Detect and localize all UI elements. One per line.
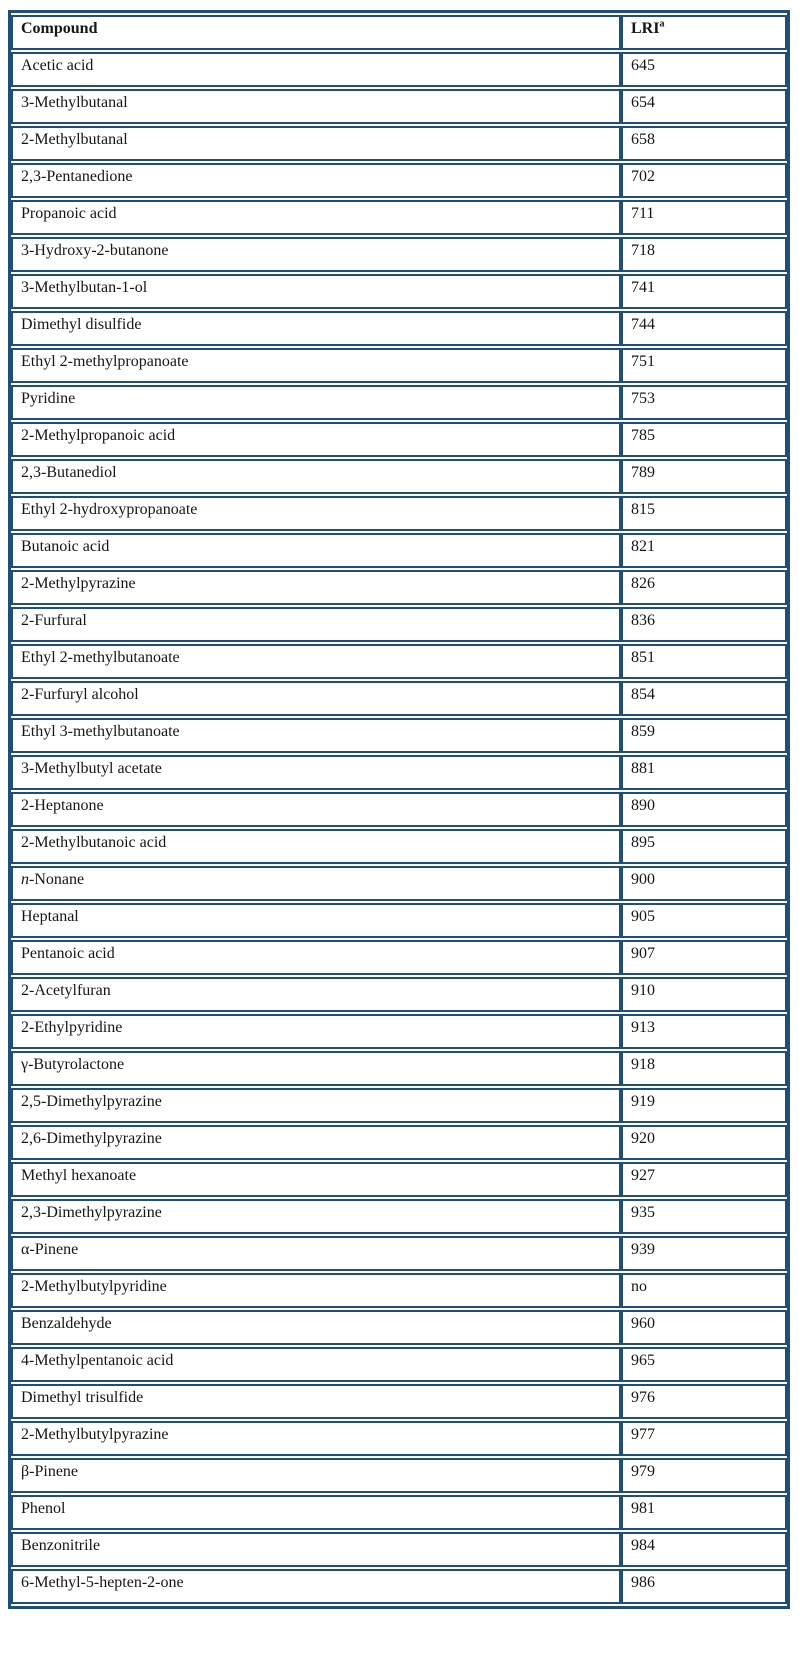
lri-cell: 859 bbox=[621, 718, 787, 753]
compound-cell: 2-Furfuryl alcohol bbox=[11, 681, 621, 716]
compound-cell: 2-Acetylfuran bbox=[11, 977, 621, 1012]
table-row bbox=[11, 200, 787, 235]
lri-cell: 744 bbox=[621, 311, 787, 346]
table-row bbox=[11, 681, 787, 716]
compound-cell: 2-Furfural bbox=[11, 607, 621, 642]
lri-cell: 939 bbox=[621, 1236, 787, 1271]
compound-cell: Dimethyl trisulfide bbox=[11, 1384, 621, 1419]
lri-cell: 965 bbox=[621, 1347, 787, 1382]
table-row bbox=[11, 1236, 787, 1271]
table-row bbox=[11, 644, 787, 679]
table-row bbox=[11, 311, 787, 346]
table-row bbox=[11, 348, 787, 383]
lri-cell: 881 bbox=[621, 755, 787, 790]
table-row bbox=[11, 163, 787, 198]
table-row bbox=[11, 533, 787, 568]
table-row bbox=[11, 1162, 787, 1197]
table-row bbox=[11, 1051, 787, 1086]
table-row bbox=[11, 52, 787, 87]
compound-cell: 3-Methylbutyl acetate bbox=[11, 755, 621, 790]
lri-cell: 821 bbox=[621, 533, 787, 568]
lri-cell: 836 bbox=[621, 607, 787, 642]
lri-cell: 900 bbox=[621, 866, 787, 901]
compound-cell: Phenol bbox=[11, 1495, 621, 1530]
lri-cell: 984 bbox=[621, 1532, 787, 1567]
compound-cell: γ-Butyrolactone bbox=[11, 1051, 621, 1086]
table-row bbox=[11, 903, 787, 938]
lri-cell: 753 bbox=[621, 385, 787, 420]
table-row bbox=[11, 940, 787, 975]
table-row bbox=[11, 496, 787, 531]
lri-cell: 718 bbox=[621, 237, 787, 272]
table-row bbox=[11, 126, 787, 161]
header-row bbox=[11, 15, 787, 50]
lri-cell: 654 bbox=[621, 89, 787, 124]
lri-cell: 977 bbox=[621, 1421, 787, 1456]
lri-header-label: LRI bbox=[631, 20, 660, 37]
compound-cell: Ethyl 3-methylbutanoate bbox=[11, 718, 621, 753]
lri-cell: 741 bbox=[621, 274, 787, 309]
table-row bbox=[11, 792, 787, 827]
compound-cell: 2,6-Dimethylpyrazine bbox=[11, 1125, 621, 1160]
compound-cell: 2-Methylpyrazine bbox=[11, 570, 621, 605]
table-row bbox=[11, 1199, 787, 1234]
compound-cell: 2-Methylbutylpyrazine bbox=[11, 1421, 621, 1456]
table-row bbox=[11, 1384, 787, 1419]
compound-cell: Ethyl 2-methylpropanoate bbox=[11, 348, 621, 383]
lri-cell: 927 bbox=[621, 1162, 787, 1197]
lri-cell: 905 bbox=[621, 903, 787, 938]
column-header-compound: Compound bbox=[11, 15, 621, 50]
table-row bbox=[11, 1014, 787, 1049]
compound-cell: Ethyl 2-methylbutanoate bbox=[11, 644, 621, 679]
lri-cell: 910 bbox=[621, 977, 787, 1012]
lri-cell: 658 bbox=[621, 126, 787, 161]
compound-cell: 2-Methylbutanoic acid bbox=[11, 829, 621, 864]
lri-cell: no bbox=[621, 1273, 787, 1308]
compound-cell: Pyridine bbox=[11, 385, 621, 420]
table-row bbox=[11, 385, 787, 420]
lri-cell: 919 bbox=[621, 1088, 787, 1123]
compound-cell: β-Pinene bbox=[11, 1458, 621, 1493]
table-row bbox=[11, 1569, 787, 1604]
table-row bbox=[11, 1125, 787, 1160]
lri-footnote-marker: a bbox=[659, 18, 665, 30]
lri-cell: 960 bbox=[621, 1310, 787, 1345]
lri-cell: 826 bbox=[621, 570, 787, 605]
lri-cell: 935 bbox=[621, 1199, 787, 1234]
compound-cell: 2-Heptanone bbox=[11, 792, 621, 827]
compound-cell: Butanoic acid bbox=[11, 533, 621, 568]
lri-cell: 986 bbox=[621, 1569, 787, 1604]
table-row bbox=[11, 1273, 787, 1308]
compound-lri-table bbox=[8, 10, 790, 1609]
lri-cell: 815 bbox=[621, 496, 787, 531]
table-row bbox=[11, 1310, 787, 1345]
table-row bbox=[11, 459, 787, 494]
lri-cell: 907 bbox=[621, 940, 787, 975]
compound-cell: 2,3-Butanediol bbox=[11, 459, 621, 494]
compound-cell: 6-Methyl-5-hepten-2-one bbox=[11, 1569, 621, 1604]
lri-cell: 851 bbox=[621, 644, 787, 679]
lri-cell: 645 bbox=[621, 52, 787, 87]
compound-cell: 2,3-Pentanedione bbox=[11, 163, 621, 198]
table-row bbox=[11, 570, 787, 605]
compound-cell: 2,3-Dimethylpyrazine bbox=[11, 1199, 621, 1234]
compound-cell: 3-Methylbutanal bbox=[11, 89, 621, 124]
table-row bbox=[11, 1421, 787, 1456]
lri-cell: 702 bbox=[621, 163, 787, 198]
table-row bbox=[11, 977, 787, 1012]
lri-cell: 979 bbox=[621, 1458, 787, 1493]
table-row bbox=[11, 237, 787, 272]
table-body bbox=[11, 52, 787, 1604]
table-row bbox=[11, 1347, 787, 1382]
lri-cell: 918 bbox=[621, 1051, 787, 1086]
compound-cell: n-Nonane bbox=[11, 866, 621, 901]
compound-cell: Pentanoic acid bbox=[11, 940, 621, 975]
compound-cell: Heptanal bbox=[11, 903, 621, 938]
table-row bbox=[11, 1088, 787, 1123]
compound-cell: Ethyl 2-hydroxypropanoate bbox=[11, 496, 621, 531]
compound-cell: 3-Hydroxy-2-butanone bbox=[11, 237, 621, 272]
compound-cell: 3-Methylbutan-1-ol bbox=[11, 274, 621, 309]
table-row bbox=[11, 829, 787, 864]
lri-cell: 913 bbox=[621, 1014, 787, 1049]
lri-cell: 789 bbox=[621, 459, 787, 494]
table-row bbox=[11, 755, 787, 790]
lri-cell: 785 bbox=[621, 422, 787, 457]
compound-cell: Benzonitrile bbox=[11, 1532, 621, 1567]
lri-cell: 711 bbox=[621, 200, 787, 235]
table-row bbox=[11, 607, 787, 642]
compound-cell: Methyl hexanoate bbox=[11, 1162, 621, 1197]
compound-cell: Dimethyl disulfide bbox=[11, 311, 621, 346]
compound-cell: Propanoic acid bbox=[11, 200, 621, 235]
table-row bbox=[11, 718, 787, 753]
compound-cell: 2-Methylpropanoic acid bbox=[11, 422, 621, 457]
compound-cell: 2,5-Dimethylpyrazine bbox=[11, 1088, 621, 1123]
compound-cell: Acetic acid bbox=[11, 52, 621, 87]
compound-cell: 4-Methylpentanoic acid bbox=[11, 1347, 621, 1382]
table-row bbox=[11, 866, 787, 901]
lri-cell: 751 bbox=[621, 348, 787, 383]
compound-cell: 2-Methylbutylpyridine bbox=[11, 1273, 621, 1308]
lri-cell: 981 bbox=[621, 1495, 787, 1530]
lri-cell: 895 bbox=[621, 829, 787, 864]
table-row bbox=[11, 274, 787, 309]
table-row bbox=[11, 1458, 787, 1493]
table-row bbox=[11, 89, 787, 124]
lri-cell: 890 bbox=[621, 792, 787, 827]
compound-cell: Benzaldehyde bbox=[11, 1310, 621, 1345]
lri-cell: 920 bbox=[621, 1125, 787, 1160]
compound-cell: α-Pinene bbox=[11, 1236, 621, 1271]
table-row bbox=[11, 422, 787, 457]
column-header-lri bbox=[621, 15, 787, 50]
compound-cell: 2-Methylbutanal bbox=[11, 126, 621, 161]
compound-cell: 2-Ethylpyridine bbox=[11, 1014, 621, 1049]
table-row bbox=[11, 1532, 787, 1567]
lri-cell: 976 bbox=[621, 1384, 787, 1419]
table-row bbox=[11, 1495, 787, 1530]
lri-cell: 854 bbox=[621, 681, 787, 716]
